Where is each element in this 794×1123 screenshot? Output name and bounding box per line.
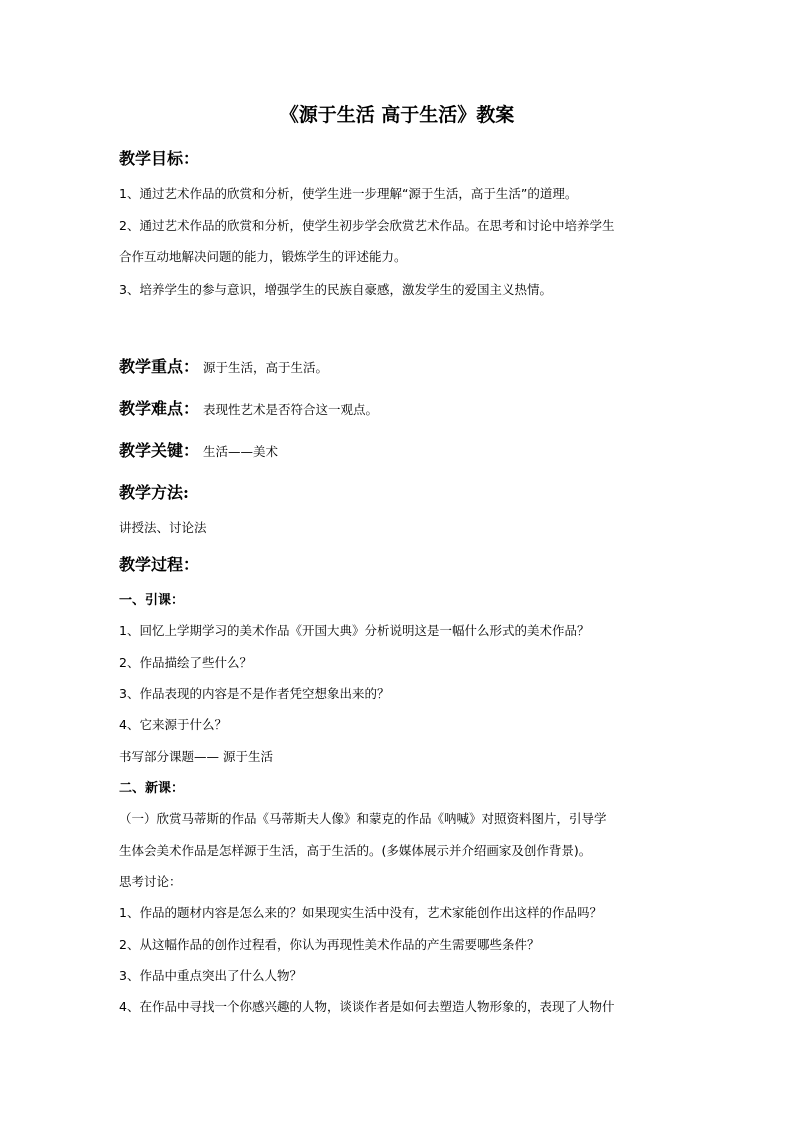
intro-item-5: 书写部分课题—— 源于生活: [119, 749, 273, 764]
key-label: 教学关键：: [119, 441, 200, 460]
difficulty-row: [119, 401, 378, 417]
objective-item-3: 3、培养学生的参与意识，增强学生的民族自豪感，激发学生的爱国主义热情。: [119, 282, 552, 297]
objective-item-2-cont: 合作互动地解决问题的能力，锻炼学生的评述能力。: [119, 249, 407, 264]
new-lesson-heading: 二、新课：: [119, 781, 185, 796]
objective-item-2: 2、通过艺术作品的欣赏和分析，使学生初步学会欣赏艺术作品。在思考和讨论中培养学生: [119, 218, 615, 233]
intro-heading: 一、引课：: [119, 593, 185, 608]
key-point-text: 源于生活，高于生活。: [203, 360, 329, 375]
key-point-row: [119, 359, 328, 375]
objectives-heading: 教学目标：: [119, 149, 200, 168]
new-lesson-item-1: （一）欣赏马蒂斯的作品《马蒂斯夫人像》和蒙克的作品《呐喊》对照资料图片，引导学: [119, 811, 607, 826]
new-lesson-item-1-cont: 生体会美术作品是怎样源于生活，高于生活的。(多媒体展示并介绍画家及创作背景)。: [119, 843, 592, 858]
discussion-label: 思考讨论：: [119, 874, 182, 889]
discussion-item-2: 2、从这幅作品的创作过程看，你认为再现性美术作品的产生需要哪些条件？: [119, 937, 540, 952]
discussion-item-3: 3、作品中重点突出了什么人物？: [119, 968, 302, 983]
key-row: [119, 443, 278, 459]
difficulty-label: 教学难点：: [119, 399, 200, 418]
key-point-label: 教学重点：: [119, 357, 200, 376]
objective-item-1: 1、通过艺术作品的欣赏和分析，使学生进一步理解“源于生活，高于生活”的道理。: [119, 186, 578, 201]
document-title: 《源于生活 高于生活》教案: [279, 104, 515, 126]
methods-text: 讲授法、讨论法: [119, 520, 207, 535]
methods-heading: 教学方法:: [119, 483, 189, 502]
key-text: 生活——美术: [203, 444, 279, 459]
intro-item-1: 1、回忆上学期学习的美术作品《开国大典》分析说明这是一幅什么形式的美术作品？: [119, 623, 590, 638]
difficulty-text: 表现性艺术是否符合这一观点。: [203, 402, 379, 417]
discussion-item-1: 1、作品的题材内容是怎么来的？如果现实生活中没有，艺术家能创作出这样的作品吗？: [119, 905, 602, 920]
intro-item-4: 4、它来源于什么？: [119, 717, 227, 732]
process-heading: 教学过程：: [119, 555, 200, 574]
intro-item-3: 3、作品表现的内容是不是作者凭空想象出来的？: [119, 686, 390, 701]
intro-item-2: 2、作品描绘了些什么？: [119, 655, 252, 670]
discussion-item-4: 4、在作品中寻找一个你感兴趣的人物，谈谈作者是如何去塑造人物形象的，表现了人物什: [119, 999, 615, 1014]
